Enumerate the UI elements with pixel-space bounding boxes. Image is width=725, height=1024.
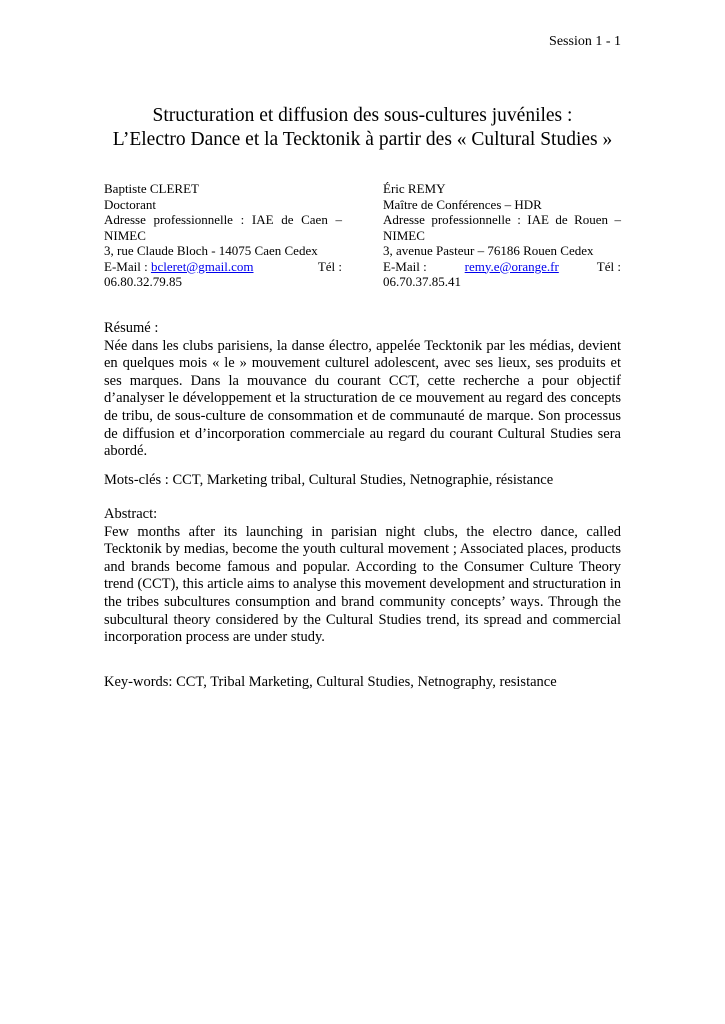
author-name: Baptiste CLERET — [104, 181, 199, 196]
email-label: E-Mail : — [383, 258, 427, 274]
title-line-1: Structuration et diffusion des sous-cultures juvéniles : — [152, 105, 573, 126]
tel-label: Tél : — [317, 258, 342, 274]
author-role: Doctorant — [104, 196, 156, 212]
keywords-section — [104, 674, 621, 692]
author-name: Éric REMY — [383, 181, 446, 196]
author-affiliation-lab: NIMEC — [104, 227, 146, 243]
author-affiliation: Adresse professionnelle : IAE de Caen – — [104, 212, 342, 227]
resume-heading: Résumé : — [104, 320, 159, 336]
abstract-text: Few months after its launching in parisian night clubs, the electro dance, called Tecktonik by medias, become the youth cultural movement ; Associated places, products and brands become famous and popular. According to the Consumer Culture Theory trend (CCT), this article aims to analyse this movement development and structuration in the tribes subcultures consumption and brand community concepts’ ways. Through the subcultural theory considered by the Cultural Studies trend, its spread and commercial incorporation process are under study. — [104, 523, 621, 646]
author-affiliation-lab: NIMEC — [383, 227, 425, 243]
resume-section — [104, 320, 621, 461]
author-phone: 06.80.32.79.85 — [104, 274, 182, 289]
mots-cles-section — [104, 472, 621, 490]
author-email-link[interactable]: bcleret@gmail.com — [150, 258, 254, 274]
session-header: Session 1 - 1 — [549, 34, 621, 49]
mots-cles-text: Mots-clés : CCT, Marketing tribal, Cultural Studies, Netnographie, résistance — [104, 472, 554, 488]
abstract-section — [104, 506, 621, 647]
author-role: Maître de Conférences – HDR — [383, 196, 542, 212]
resume-text: Née dans les clubs parisiens, la danse électro, appelée Tecktonik par les médias, devient en quelques mois « le » mouvement culturel adolescent, avec ses lieux, ses produits et ses marques. Dans la mouvance du courant CCT, cette recherche a pour objectif d’analyser le développement et la structuration de ce mouvement au regard des concepts de tribu, de sous-culture de consommation et de communauté de marque. Son processus de diffusion et d’incorporation commerciale au regard du courant Cultural Studies sera abordé. — [104, 337, 621, 460]
abstract-heading: Abstract: — [104, 506, 158, 522]
author-affiliation: Adresse professionnelle : IAE de Rouen – — [383, 212, 621, 227]
author-contact — [383, 259, 621, 275]
author-address: 3, rue Claude Bloch - 14075 Caen Cedex — [104, 243, 318, 258]
author-remy — [383, 181, 621, 290]
author-email-group — [104, 259, 254, 275]
author-contact — [104, 259, 342, 275]
email-label: E-Mail : — [104, 258, 148, 274]
paper-title — [104, 104, 621, 152]
author-address: 3, avenue Pasteur – 76186 Rouen Cedex — [383, 243, 594, 258]
author-cleret — [104, 181, 342, 290]
author-email-link[interactable]: remy.e@orange.fr — [464, 258, 559, 274]
tel-label: Tél : — [596, 258, 621, 274]
keywords-text: Key-words: CCT, Tribal Marketing, Cultural Studies, Netnography, resistance — [104, 674, 557, 690]
author-phone: 06.70.37.85.41 — [383, 274, 461, 289]
title-line-2: L’Electro Dance et la Tecktonik à partir des « Cultural Studies » — [112, 129, 613, 150]
